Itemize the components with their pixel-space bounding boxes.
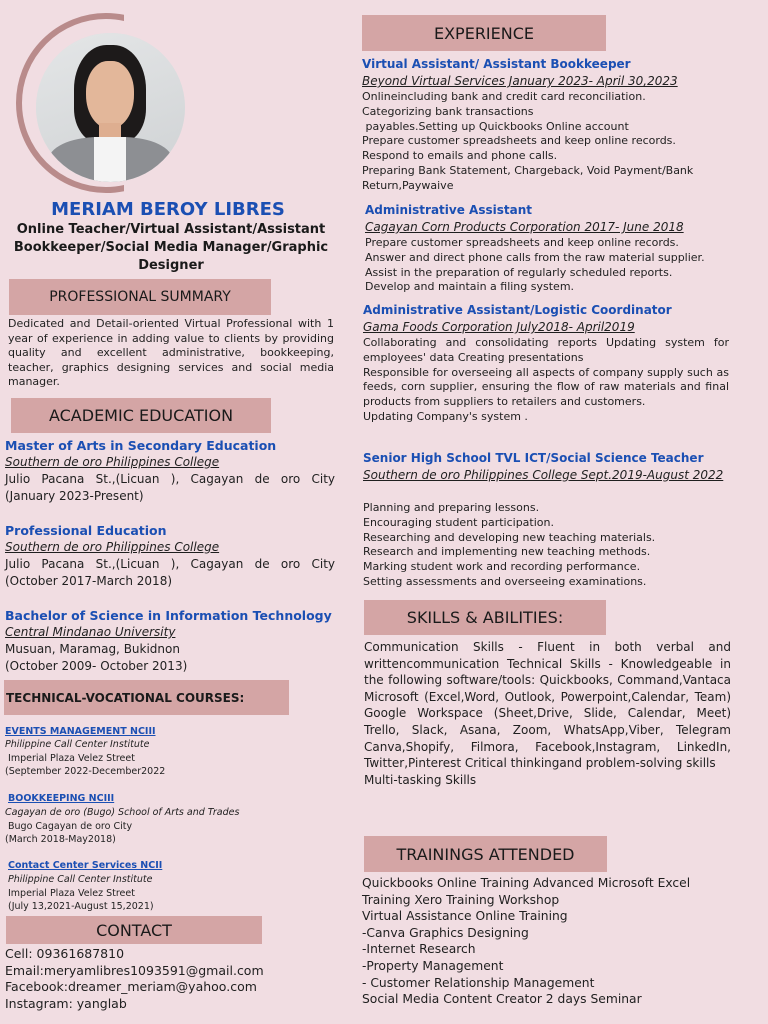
job-duty: Develop and maintain a filing system. xyxy=(365,280,575,294)
training-item: Social Media Content Creator 2 days Seminar xyxy=(362,992,642,1007)
education-item-school: Southern de oro Philippines College xyxy=(5,455,220,469)
education-item-school: Southern de oro Philippines College xyxy=(5,540,220,554)
education-item-dates: (October 2009- October 2013) xyxy=(5,658,188,673)
skills-text xyxy=(364,639,731,788)
vocational-item-title[interactable]: BOOKKEEPING NCIII xyxy=(8,793,115,804)
vocational-item-institution: Cagayan de oro (Bugo) School of Arts and Trades xyxy=(5,807,240,818)
job-title: Administrative Assistant/Logistic Coordinator xyxy=(363,303,672,317)
job-duty: Updating Company's system . xyxy=(363,409,528,423)
vocational-item-dates: (July 13,2021-August 15,2021) xyxy=(8,901,154,912)
job-duty: Return,Paywaive xyxy=(362,178,454,192)
vocational-item-dates: (March 2018-May2018) xyxy=(5,834,116,845)
vocational-item-address: Bugo Cagayan de oro City xyxy=(5,821,133,832)
job-duty: Setting assessments and overseeing examinations. xyxy=(363,574,647,588)
training-item: Training Xero Training Workshop xyxy=(362,892,560,907)
job-duty: Respond to emails and phone calls. xyxy=(362,149,558,163)
training-item: -Canva Graphics Designing xyxy=(362,925,529,940)
contact-heading: CONTACT xyxy=(6,916,262,944)
vocational-item-institution: Philippine Call Center Institute xyxy=(8,874,153,885)
job-duty: Answer and direct phone calls from the raw material supplier. xyxy=(365,250,705,264)
job-company: Southern de oro Philippines College Sept.2019-August 2022 xyxy=(363,468,724,482)
training-item: -Internet Research xyxy=(362,942,476,957)
vocational-item-details xyxy=(5,820,132,846)
job-duty: Collaborating and consolidating reports Updating system for employees' data Creating presentations xyxy=(363,336,729,364)
job-duties xyxy=(363,501,735,590)
job-duty: Researching and developing new teaching materials. xyxy=(363,530,656,544)
job-duty: Responsible for overseeing all aspects of company supply such as feeds, corn supplier, ensuring the flow of raw materials and final products from suppliers to retailers and customers. xyxy=(363,365,729,409)
job-title: Senior High School TVL ICT/Social Science Teacher xyxy=(363,451,704,465)
job-duties xyxy=(363,336,729,425)
job-duty: Assist in the preparation of regularly scheduled reports. xyxy=(365,265,673,279)
education-heading: ACADEMIC EDUCATION xyxy=(11,398,271,433)
job-title: Virtual Assistant/ Assistant Bookkeeper xyxy=(362,57,631,71)
profile-photo xyxy=(36,33,185,182)
contact-cell: Cell: 09361687810 xyxy=(5,946,125,961)
education-item-title: Professional Education xyxy=(5,523,167,538)
job-duties xyxy=(362,90,734,194)
job-duty: Prepare customer spreadsheets and keep online records. xyxy=(365,236,679,249)
trainings-list xyxy=(362,875,734,1008)
education-item-address: Musuan, Maramag, Bukidnon xyxy=(5,642,180,656)
training-item: Virtual Assistance Online Training xyxy=(362,909,568,924)
vocational-item-address: Imperial Plaza Velez Street xyxy=(5,753,135,764)
summary-heading: PROFESSIONAL SUMMARY xyxy=(9,279,271,315)
skills-heading: SKILLS & ABILITIES: xyxy=(364,600,606,635)
vocational-item-dates: (September 2022-December2022 xyxy=(5,766,166,777)
contact-email[interactable]: Email:meryamlibres1093591@gmail.com xyxy=(5,962,264,978)
contact-list xyxy=(5,946,264,1012)
contact-facebook[interactable]: Facebook:dreamer_meriam@yahoo.com xyxy=(5,979,257,994)
training-item: Quickbooks Online Training Advanced Microsoft Excel xyxy=(362,876,691,890)
education-item-dates: (January 2023-Present) xyxy=(5,488,144,503)
job-duty: Research and implementing new teaching methods. xyxy=(363,545,651,559)
education-item-address: Julio Pacana St.,(Licuan ), Cagayan de oro City xyxy=(5,557,335,571)
vocational-item-details xyxy=(5,752,165,778)
vocational-item-institution: Philippine Call Center Institute xyxy=(5,739,150,750)
job-duty: Planning and preparing lessons. xyxy=(363,501,540,514)
job-duty: payables.Setting up Quickbooks Online account xyxy=(362,119,629,133)
education-item-details xyxy=(5,471,335,504)
job-duty: Prepare customer spreadsheets and keep online records. xyxy=(362,134,676,148)
trainings-heading: TRAININGS ATTENDED xyxy=(364,836,607,872)
job-duty: Marking student work and recording performance. xyxy=(363,560,641,574)
profile-name: MERIAM BEROY LIBRES xyxy=(51,199,285,220)
vocational-item-title[interactable]: Contact Center Services NCII xyxy=(8,860,163,871)
education-item-title: Master of Arts in Secondary Education xyxy=(5,438,277,453)
education-item-details xyxy=(5,556,335,589)
job-company: Beyond Virtual Services January 2023- April 30,2023 xyxy=(362,74,678,88)
vocational-item-title[interactable]: EVENTS MANAGEMENT NCIII xyxy=(5,726,156,737)
summary-text: Dedicated and Detail-oriented Virtual Professional with 1 year of experience in adding value to clients by providing quality and excellent administrative, bookkeeping, teacher, graphics designing services and social media manager. xyxy=(8,317,334,389)
job-duty: Preparing Bank Statement, Chargeback, Void Payment/Bank xyxy=(362,163,694,177)
job-company: Cagayan Corn Products Corporation 2017- June 2018 xyxy=(365,220,684,234)
training-item: - Customer Relationship Management xyxy=(362,975,595,990)
education-item-address: Julio Pacana St.,(Licuan ), Cagayan de oro City xyxy=(5,472,335,486)
vocational-item-details xyxy=(8,887,154,913)
profile-role: Online Teacher/Virtual Assistant/Assistant Bookkeeper/Social Media Manager/Graphic Designer xyxy=(13,222,329,273)
education-item-school: Central Mindanao University xyxy=(5,625,176,639)
job-title: Administrative Assistant xyxy=(365,203,532,217)
job-duties xyxy=(365,236,737,295)
training-item: -Property Management xyxy=(362,958,504,973)
job-company: Gama Foods Corporation July2018- April2019 xyxy=(363,320,635,334)
skills-extra: Multi-tasking Skills xyxy=(364,772,477,787)
experience-heading: EXPERIENCE xyxy=(362,15,606,51)
job-duty: Categorizing bank transactions xyxy=(362,104,534,118)
education-item-title: Bachelor of Science in Information Technology xyxy=(5,608,332,623)
education-item-dates: (October 2017-March 2018) xyxy=(5,573,173,588)
education-item-details xyxy=(5,641,335,674)
vocational-heading: TECHNICAL-VOCATIONAL COURSES: xyxy=(4,680,289,715)
contact-instagram[interactable]: Instagram: yanglab xyxy=(5,995,127,1011)
vocational-item-address: Imperial Plaza Velez Street xyxy=(8,888,135,899)
job-duty: Encouraging student participation. xyxy=(363,515,554,529)
skills-list: Communication Skills - Fluent in both verbal and writtencommunication Technical Skills - Knowledgeable in the following software/tools: Quickbooks, Command,Vantaca Microsoft (Excel,Word, Outlook, Powerpoint,Calendar, Team) Google Workspace (Sheet,Drive, Slide, Calendar, Meet) Trello, Slack, Asana, Zoom, WhatsApp,Viber, Telegram Canva,Shopify, Filmora, Facebook,Instagram, LinkedIn, Twitter,Pinterest Critical thinkingand problem-solving skills xyxy=(364,640,731,771)
job-duty: Onlineincluding bank and credit card reconciliation. xyxy=(362,90,646,103)
